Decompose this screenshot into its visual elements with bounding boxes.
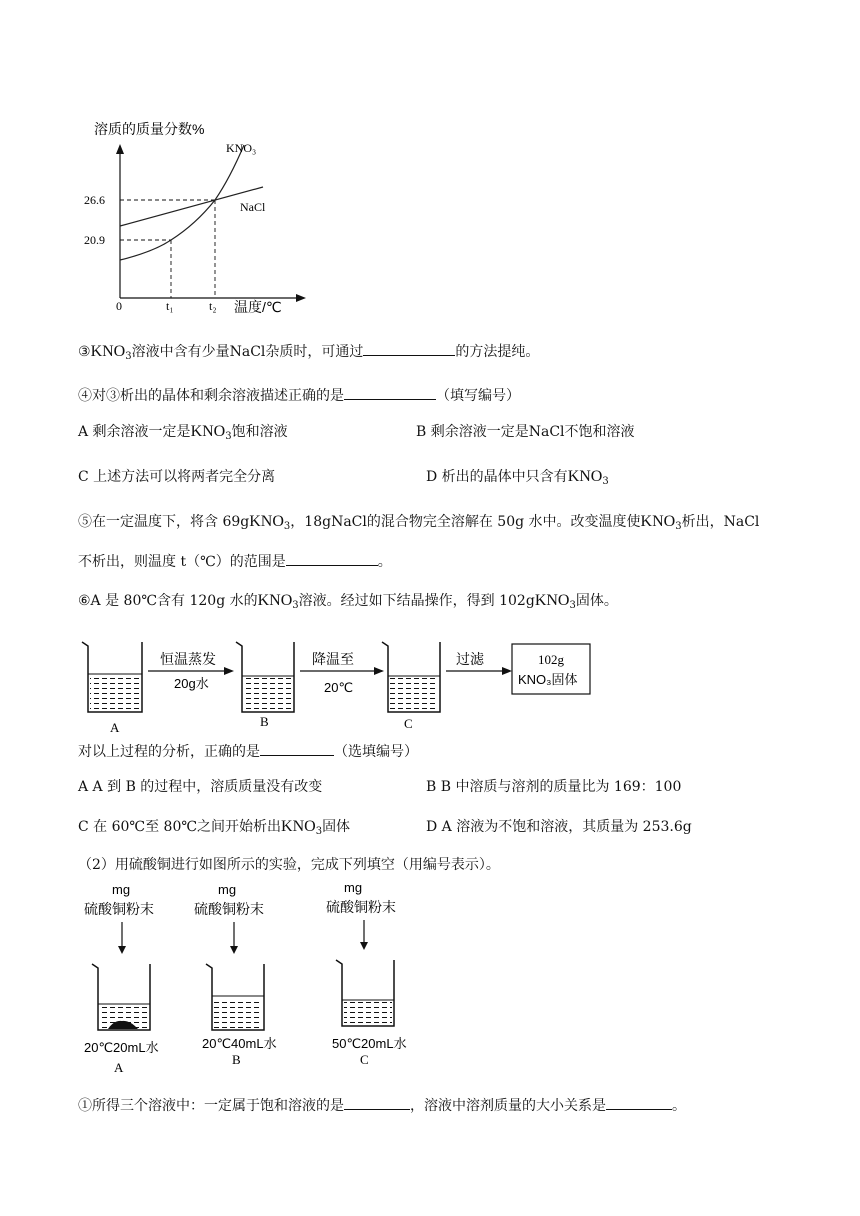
- answer-blank-saturated[interactable]: [344, 1096, 410, 1110]
- condition-a: 20℃20mL水: [84, 1040, 159, 1055]
- mass-label-c: mg: [344, 880, 363, 895]
- x-tick-t2: t₂: [209, 299, 217, 313]
- step2-bottom-text: 20℃: [324, 680, 354, 695]
- result-box-line-1: 102g: [538, 652, 564, 667]
- question-6-analysis: 对以上过程的分析，正确的是 （选填编号）: [78, 744, 418, 760]
- setup-b: [194, 882, 277, 1067]
- answer-blank-q5[interactable]: [286, 552, 378, 566]
- q6-option-c[interactable]: C 在 60℃至 80℃之间开始析出$KNO_3$固体: [78, 818, 351, 837]
- beaker-b: [236, 642, 294, 729]
- question-part2-1: ①所得三个溶液中：一定属于饱和溶液的是 ，溶液中溶剂质量的大小关系是 。: [78, 1098, 686, 1114]
- answer-blank-solvent-mass[interactable]: [606, 1096, 672, 1110]
- answer-blank-q4[interactable]: [344, 386, 436, 400]
- series-label-kno3: KNO₃: [226, 141, 257, 155]
- step2-top-text: 降温至: [312, 651, 354, 667]
- x-axis-arrow: [296, 294, 306, 302]
- step1-bottom-text: 20g水: [174, 676, 209, 691]
- setup-c: [326, 880, 407, 1067]
- condition-c: 50℃20mL水: [332, 1036, 407, 1051]
- y-tick-20-9: 20.9: [84, 233, 105, 247]
- powder-label-b: 硫酸铜粉末: [194, 901, 264, 917]
- cuso4-experiment-diagram: [78, 880, 438, 1080]
- setup-a: [84, 882, 159, 1075]
- q4-option-d[interactable]: D 析出的晶体中只含有$KNO_3$: [426, 468, 609, 487]
- question-5-line-1: ⑤在一定温度下，将含 69gKNO$_3$，18gNaCl的混合物完全溶解在 50g 水中。改变温度使$KNO_3$析出，NaCl: [78, 513, 760, 532]
- label-c-2: C: [360, 1052, 369, 1067]
- question-5-line-2: 不析出，则温度 t（℃）的范围是 。: [78, 554, 392, 570]
- mass-label-a: mg: [112, 882, 131, 897]
- x-tick-0: 0: [116, 299, 122, 313]
- question-4: ④对③析出的晶体和剩余溶液描述正确的是 （填写编号）: [78, 388, 520, 404]
- series-kno3-line: [120, 145, 244, 260]
- question-6: ⑥A 是 80℃含有 120g 水的$KNO_3$溶液。经过如下结晶操作，得到 102gKNO$_3$固体。: [78, 592, 618, 611]
- y-axis-label: 溶质的质量分数%: [94, 121, 205, 137]
- y-tick-26-6: 26.6: [84, 193, 105, 207]
- x-axis-label: 温度/℃: [234, 299, 282, 315]
- part-2-instruction: （2）用硫酸铜进行如图所示的实验，完成下列填空（用编号表示）。: [78, 857, 500, 873]
- solubility-chart: [78, 110, 308, 320]
- powder-label-c: 硫酸铜粉末: [326, 899, 396, 915]
- q6-option-d[interactable]: D A 溶液为不饱和溶液，其质量为 253.6g: [426, 819, 692, 835]
- beaker-c: [382, 642, 440, 731]
- q4-option-b[interactable]: B 剩余溶液一定是NaCl不饱和溶液: [416, 424, 635, 440]
- label-a: A: [110, 720, 120, 735]
- step1-top-text: 恒温蒸发: [160, 651, 216, 667]
- question-3: $③KNO_3$溶液中含有少量NaCl杂质时，可通过 的方法提纯。: [78, 343, 540, 362]
- q4-option-c[interactable]: C 上述方法可以将两者完全分离: [78, 469, 276, 485]
- label-b-2: B: [232, 1052, 241, 1067]
- q6-option-b[interactable]: B B 中溶质与溶剂的质量比为 169：100: [426, 779, 682, 795]
- powder-label-a: 硫酸铜粉末: [84, 901, 154, 917]
- y-axis-arrow: [116, 144, 124, 154]
- label-a-2: A: [114, 1060, 124, 1075]
- answer-blank-q3[interactable]: [363, 342, 455, 356]
- x-tick-t1: t₁: [166, 299, 174, 313]
- beaker-a: [82, 642, 142, 735]
- answer-blank-q6[interactable]: [260, 742, 334, 756]
- q4-option-a[interactable]: A 剩余溶液一定是$KNO_3$饱和溶液: [78, 423, 288, 442]
- condition-b: 20℃40mL水: [202, 1036, 277, 1051]
- crystallization-flow-diagram: [78, 636, 598, 736]
- q6-option-a[interactable]: A A 到 B 的过程中，溶质质量没有改变: [78, 779, 323, 795]
- label-c: C: [404, 716, 413, 731]
- mass-label-b: mg: [218, 882, 237, 897]
- step3-top-text: 过滤: [456, 651, 484, 667]
- series-label-nacl: NaCl: [240, 200, 266, 214]
- result-box-line-2: KNO₃固体: [518, 672, 578, 687]
- label-b: B: [260, 714, 269, 729]
